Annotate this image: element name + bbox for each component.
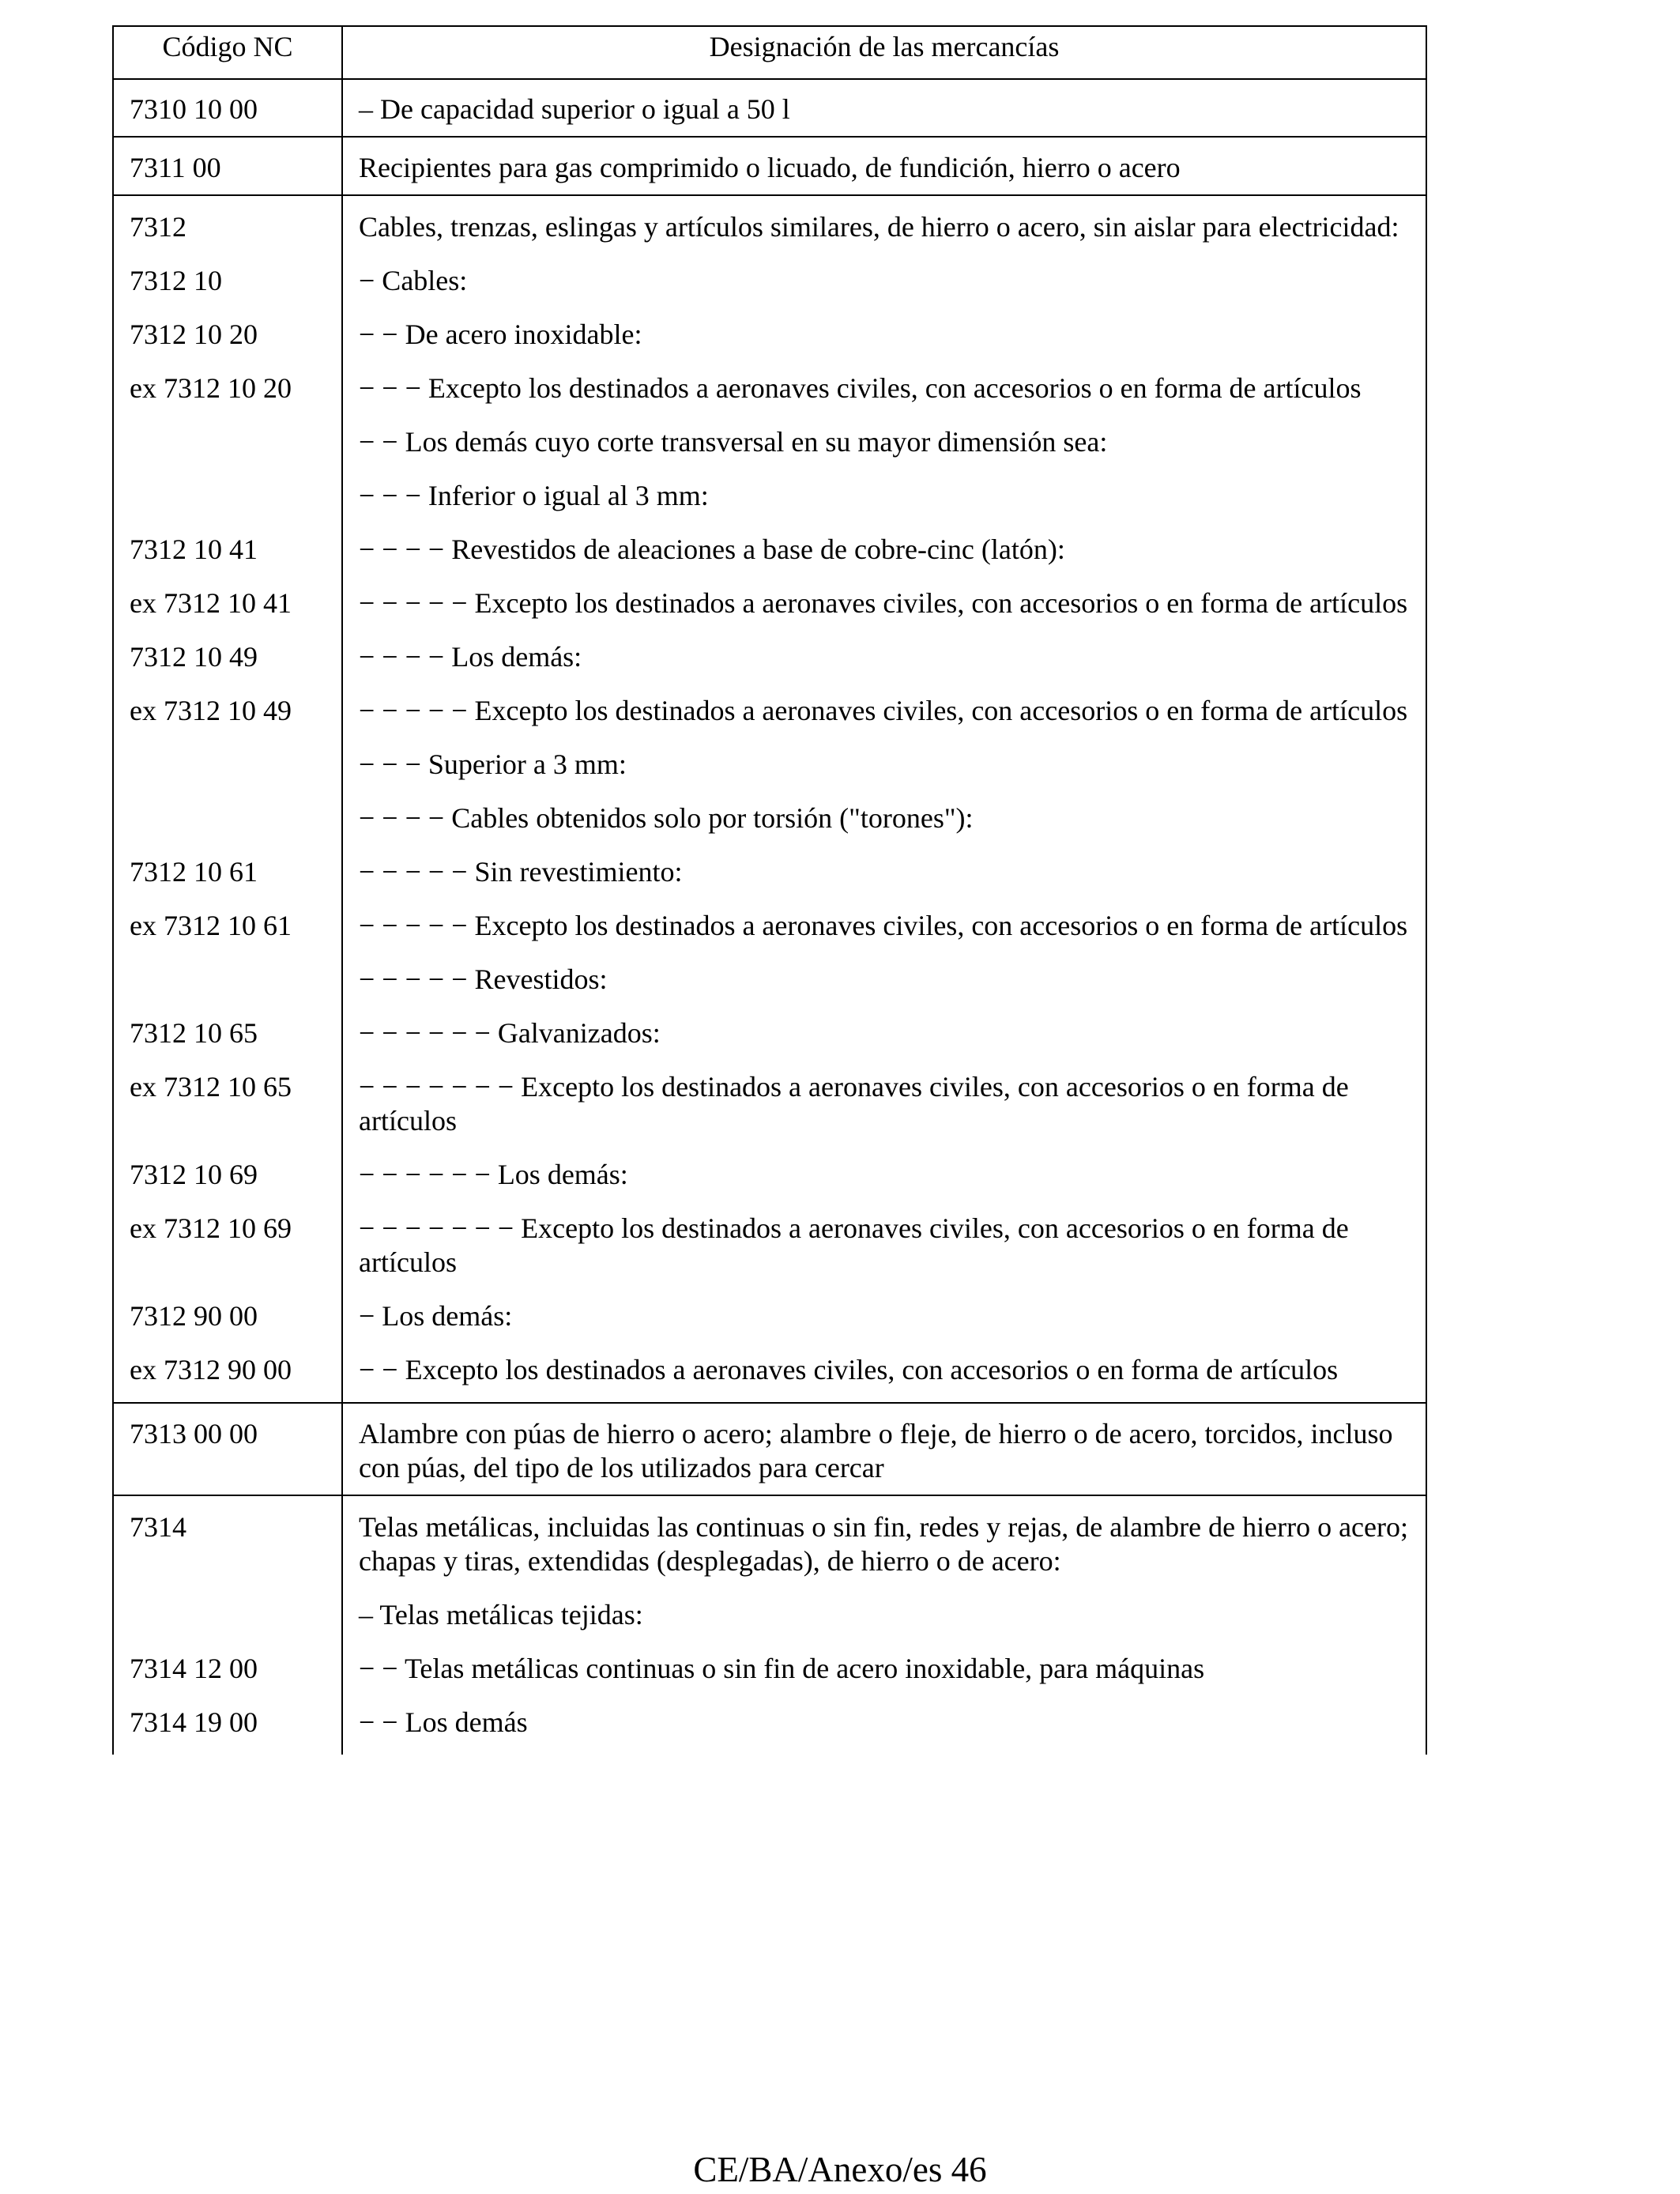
cell-code: 7312	[113, 195, 342, 259]
cell-code: ex 7312 10 69	[113, 1207, 342, 1295]
cell-description: − − − Inferior o igual al 3 mm:	[342, 474, 1426, 528]
cell-description: − − − − − Revestidos:	[342, 958, 1426, 1012]
page-footer-reference: CE/BA/Anexo/es 46	[693, 2150, 987, 2189]
cell-code	[113, 1593, 342, 1647]
table-row	[113, 850, 1426, 904]
cell-code: 7312 10	[113, 259, 342, 313]
header-description: Designación de las mercancías	[342, 26, 1426, 79]
table-row	[113, 1012, 1426, 1065]
cell-code: ex 7312 10 61	[113, 904, 342, 958]
cell-code: ex 7312 10 49	[113, 689, 342, 743]
cell-description: − − − − Revestidos de aleaciones a base de cobre-cinc (latón):	[342, 528, 1426, 582]
header-code: Código NC	[113, 26, 342, 79]
table-row	[113, 1403, 1426, 1495]
cell-code: 7312 90 00	[113, 1295, 342, 1348]
table-row	[113, 635, 1426, 689]
cell-description: − − Los demás	[342, 1701, 1426, 1755]
cell-description: − Cables:	[342, 259, 1426, 313]
cell-code: ex 7312 90 00	[113, 1348, 342, 1403]
cell-description: − − − − − Sin revestimiento:	[342, 850, 1426, 904]
table-row	[113, 1295, 1426, 1348]
cell-code: ex 7312 10 65	[113, 1065, 342, 1153]
table-row	[113, 958, 1426, 1012]
table-row	[113, 797, 1426, 850]
cell-description: − − − Excepto los destinados a aeronaves civiles, con accesorios o en forma de artículos	[342, 367, 1426, 420]
table-row	[113, 137, 1426, 195]
cell-code: 7312 10 41	[113, 528, 342, 582]
cell-description: − − − − Cables obtenidos solo por torsión ("torones"):	[342, 797, 1426, 850]
cell-code	[113, 797, 342, 850]
cell-description: – De capacidad superior o igual a 50 l	[342, 79, 1426, 137]
table-row	[113, 689, 1426, 743]
cell-description: − − − − − − − Excepto los destinados a aeronaves civiles, con accesorios o en forma de artículos	[342, 1065, 1426, 1153]
cell-description: − − − − Los demás:	[342, 635, 1426, 689]
table-row	[113, 528, 1426, 582]
table-row	[113, 367, 1426, 420]
cell-description: − Los demás:	[342, 1295, 1426, 1348]
cell-code	[113, 958, 342, 1012]
table-row	[113, 1647, 1426, 1701]
table-row	[113, 904, 1426, 958]
cell-code: 7314 19 00	[113, 1701, 342, 1755]
table-row	[113, 582, 1426, 635]
cell-code: ex 7312 10 20	[113, 367, 342, 420]
cell-code	[113, 474, 342, 528]
table-row	[113, 1701, 1426, 1755]
cell-description: − − − − − − Galvanizados:	[342, 1012, 1426, 1065]
cell-description: − − De acero inoxidable:	[342, 313, 1426, 367]
table-row	[113, 1153, 1426, 1207]
cell-code: 7314 12 00	[113, 1647, 342, 1701]
cell-code: 7311 00	[113, 137, 342, 195]
table-row	[113, 1065, 1426, 1153]
cell-code	[113, 743, 342, 797]
cell-description: Recipientes para gas comprimido o licuado, de fundición, hierro o acero	[342, 137, 1426, 195]
table-row	[113, 420, 1426, 474]
cell-description: − − Excepto los destinados a aeronaves civiles, con accesorios o en forma de artículos	[342, 1348, 1426, 1403]
table-row	[113, 1348, 1426, 1403]
cell-code: 7312 10 69	[113, 1153, 342, 1207]
cell-description: − − − − − − − Excepto los destinados a aeronaves civiles, con accesorios o en forma de artículos	[342, 1207, 1426, 1295]
table-row	[113, 79, 1426, 137]
cell-description: − − Los demás cuyo corte transversal en su mayor dimensión sea:	[342, 420, 1426, 474]
table-row	[113, 1593, 1426, 1647]
table-header-row	[113, 26, 1426, 79]
table-row	[113, 1495, 1426, 1593]
table-row	[113, 195, 1426, 259]
cell-code: ex 7312 10 41	[113, 582, 342, 635]
cell-code: 7310 10 00	[113, 79, 342, 137]
cell-description: Alambre con púas de hierro o acero; alambre o fleje, de hierro o de acero, torcidos, incluso con púas, del tipo de los utilizados para cercar	[342, 1403, 1426, 1495]
cell-description: − − − − − − Los demás:	[342, 1153, 1426, 1207]
cell-description: − − − − − Excepto los destinados a aeronaves civiles, con accesorios o en forma de artículos	[342, 904, 1426, 958]
cell-description: − − Telas metálicas continuas o sin fin de acero inoxidable, para máquinas	[342, 1647, 1426, 1701]
cell-code: 7312 10 61	[113, 850, 342, 904]
table-row	[113, 259, 1426, 313]
table-row	[113, 474, 1426, 528]
cell-description: Telas metálicas, incluidas las continuas o sin fin, redes y rejas, de alambre de hierro o acero; chapas y tiras, extendidas (desplegadas), de hierro o de acero:	[342, 1495, 1426, 1593]
table-row	[113, 743, 1426, 797]
cell-code: 7312 10 49	[113, 635, 342, 689]
table-row	[113, 313, 1426, 367]
cell-description: − − − − − Excepto los destinados a aeronaves civiles, con accesorios o en forma de artículos	[342, 689, 1426, 743]
cell-code: 7312 10 20	[113, 313, 342, 367]
cell-code: 7313 00 00	[113, 1403, 342, 1495]
cell-description: − − − Superior a 3 mm:	[342, 743, 1426, 797]
cell-code	[113, 420, 342, 474]
table-row	[113, 1207, 1426, 1295]
cell-description: − − − − − Excepto los destinados a aeronaves civiles, con accesorios o en forma de artículos	[342, 582, 1426, 635]
cell-description: – Telas metálicas tejidas:	[342, 1593, 1426, 1647]
cell-code: 7312 10 65	[113, 1012, 342, 1065]
cell-description: Cables, trenzas, eslingas y artículos similares, de hierro o acero, sin aislar para electricidad:	[342, 195, 1426, 259]
tariff-table	[112, 25, 1427, 1755]
cell-code: 7314	[113, 1495, 342, 1593]
